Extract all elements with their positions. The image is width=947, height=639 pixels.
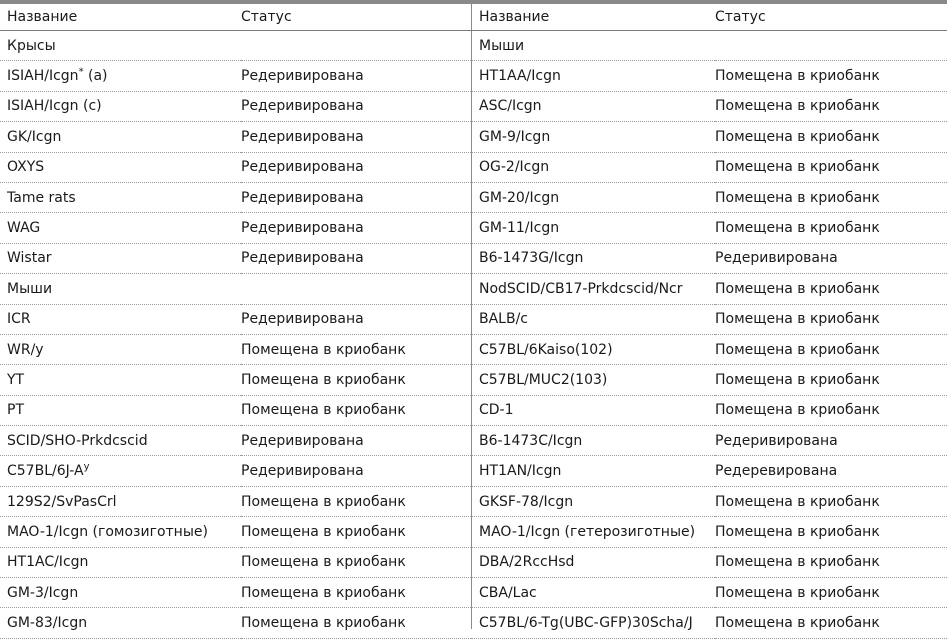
table-row — [0, 517, 471, 547]
strain-status: Помещена в криобанк — [715, 91, 947, 121]
strain-name-text: ICR — [7, 311, 31, 328]
strain-status: Помещена в криобанк — [715, 122, 947, 152]
strain-name — [471, 578, 715, 608]
strain-name-text: B6-1473C/Icgn — [479, 432, 583, 449]
strain-name-text: Мыши — [7, 280, 53, 297]
strain-name-text: ASC/Icgn — [479, 98, 542, 115]
strain-name-text: HT1AA/Icgn — [479, 68, 561, 85]
left-header-name: Название — [0, 4, 241, 31]
table-row — [0, 182, 471, 212]
left-table-body — [0, 31, 471, 639]
strain-name-text: B6-1473G/Icgn — [479, 250, 584, 267]
strain-name — [0, 395, 241, 425]
strain-name-text: Мыши — [479, 37, 525, 54]
strain-status: Редеривирована — [241, 426, 471, 456]
table-row — [471, 517, 947, 547]
strain-status: Помещена в криобанк — [715, 213, 947, 243]
strain-name-text: MAO-1/Icgn (гетерозиготные) — [479, 523, 696, 540]
section-label — [0, 274, 241, 304]
strain-status — [241, 31, 471, 61]
strain-name — [0, 152, 241, 182]
strain-name — [0, 517, 241, 547]
strain-name — [471, 486, 715, 516]
strain-status: Помещена в криобанк — [241, 365, 471, 395]
strain-name — [0, 304, 241, 334]
strain-name-text: GM-83/Icgn — [7, 615, 88, 632]
strain-status: Помещена в криобанк — [241, 395, 471, 425]
strain-status: Помещена в криобанк — [241, 334, 471, 364]
strain-name — [471, 61, 715, 91]
strain-name — [471, 152, 715, 182]
table-row — [0, 334, 471, 364]
table-row — [0, 426, 471, 456]
strain-name-text: C57BL/6Kaiso(102) — [479, 341, 613, 358]
strain-status: Помещена в криобанк — [241, 517, 471, 547]
strain-name — [471, 395, 715, 425]
table-row — [0, 608, 471, 638]
strain-name-text: ISIAH/Icgn (c) — [7, 98, 102, 115]
strain-name-text: OXYS — [7, 159, 45, 176]
table-row — [0, 547, 471, 577]
strain-name-text: Wistar — [7, 250, 52, 267]
strain-status: Помещена в криобанк — [241, 578, 471, 608]
strain-name-text: GKSF-78/Icgn — [479, 493, 574, 510]
table-row — [0, 122, 471, 152]
left-header-status: Статус — [241, 4, 471, 31]
section-label — [0, 31, 241, 61]
strain-name-text: CBA/Lac — [479, 584, 537, 601]
strain-status: Редеривирована — [241, 152, 471, 182]
strain-name — [0, 213, 241, 243]
strain-name-text: YT — [7, 371, 25, 388]
left-header-row — [0, 4, 471, 31]
strain-name-text: Крысы — [7, 37, 56, 54]
strain-name — [0, 456, 241, 486]
left-panel — [0, 4, 471, 632]
strain-name — [0, 486, 241, 516]
table-row — [0, 456, 471, 486]
table-row — [471, 578, 947, 608]
strain-name-text: CD-1 — [479, 402, 514, 419]
strain-status: Редеривирована — [241, 91, 471, 121]
strain-status: Помещена в криобанк — [241, 486, 471, 516]
strain-name-superscript: y — [83, 461, 90, 473]
strain-status — [715, 31, 947, 61]
strain-status: Редеревирована — [715, 456, 947, 486]
strain-status: Помещена в криобанк — [715, 517, 947, 547]
table-row — [471, 213, 947, 243]
strain-status: Помещена в криобанк — [241, 608, 471, 638]
strain-name — [471, 182, 715, 212]
strain-name — [471, 547, 715, 577]
strain-name — [471, 426, 715, 456]
strain-status: Помещена в криобанк — [715, 182, 947, 212]
table-row — [0, 152, 471, 182]
strain-status: Редеривирована — [241, 304, 471, 334]
strain-status: Редеривирована — [241, 122, 471, 152]
strain-name — [471, 91, 715, 121]
strain-status: Помещена в криобанк — [715, 274, 947, 304]
left-table — [0, 4, 471, 639]
table-row — [471, 122, 947, 152]
strain-status: Редеривирована — [241, 243, 471, 273]
strain-name-text: GK/Icgn — [7, 128, 62, 145]
strain-name-text: GM-9/Icgn — [479, 128, 551, 145]
strain-name-text: GM-3/Icgn — [7, 584, 79, 601]
right-table — [471, 4, 947, 639]
strain-name-text: GM-11/Icgn — [479, 220, 560, 237]
strain-name — [471, 365, 715, 395]
right-header-name: Название — [471, 4, 715, 31]
table-row — [471, 334, 947, 364]
strain-status: Помещена в криобанк — [715, 365, 947, 395]
table-row — [0, 61, 471, 91]
section-row — [0, 31, 471, 61]
right-header-status: Статус — [715, 4, 947, 31]
strain-name-suffix: (a) — [83, 68, 108, 85]
table-row — [471, 547, 947, 577]
table-row — [0, 91, 471, 121]
table-row — [0, 395, 471, 425]
strain-name-text: HT1AN/Icgn — [479, 463, 562, 480]
strain-name-text: PT — [7, 402, 24, 419]
strain-name-text: WAG — [7, 220, 41, 237]
section-row — [471, 31, 947, 61]
strain-status: Помещена в криобанк — [715, 547, 947, 577]
strain-status: Помещена в криобанк — [715, 61, 947, 91]
strain-name-text: C57BL/6J-A — [7, 463, 84, 480]
table-row — [471, 426, 947, 456]
table-row — [471, 91, 947, 121]
right-header-row — [471, 4, 947, 31]
strain-name — [0, 61, 241, 91]
strain-name-text: WR/y — [7, 341, 44, 358]
strain-name — [471, 334, 715, 364]
strain-name — [0, 91, 241, 121]
strain-status: Редеривирована — [241, 182, 471, 212]
strain-name — [0, 334, 241, 364]
strain-status: Помещена в криобанк — [715, 304, 947, 334]
strain-name-text: SCID/SHO-Prkdcscid — [7, 432, 148, 449]
table-row — [471, 182, 947, 212]
table-row — [0, 213, 471, 243]
strain-name-text: MAO-1/Icgn (гомозиготные) — [7, 523, 208, 540]
strain-name-text: OG-2/Icgn — [479, 159, 550, 176]
strain-name-text: NodSCID/CB17-Prkdcscid/Ncr — [479, 280, 683, 297]
strain-status: Редеривирована — [241, 213, 471, 243]
table-row — [471, 152, 947, 182]
table-row — [471, 456, 947, 486]
strain-name — [471, 274, 715, 304]
table-row — [471, 365, 947, 395]
strain-name-text: Tame rats — [7, 189, 76, 206]
table-row — [0, 243, 471, 273]
strain-status: Помещена в криобанк — [715, 334, 947, 364]
right-table-body — [471, 31, 947, 639]
section-row — [0, 274, 471, 304]
strain-name — [0, 547, 241, 577]
table-row — [0, 304, 471, 334]
strain-name-superscript: * — [78, 66, 84, 78]
strain-status: Помещена в криобанк — [715, 152, 947, 182]
strain-name — [0, 426, 241, 456]
table-row — [471, 243, 947, 273]
strain-name — [0, 243, 241, 273]
strain-name-text: C57BL/6-Tg(UBC-GFP)30Scha/J — [479, 615, 693, 632]
strain-status: Помещена в криобанк — [715, 395, 947, 425]
table-row — [471, 486, 947, 516]
strain-name — [471, 122, 715, 152]
table-row — [0, 578, 471, 608]
strain-name — [471, 213, 715, 243]
strain-name-text: 129S2/SvPasCrl — [7, 493, 117, 510]
section-label — [471, 31, 715, 61]
strain-name — [0, 578, 241, 608]
strain-name — [471, 304, 715, 334]
strain-name — [0, 365, 241, 395]
strain-name — [471, 456, 715, 486]
strain-name-text: ISIAH/Icgn — [7, 68, 79, 85]
strain-name-text: C57BL/MUC2(103) — [479, 371, 608, 388]
strain-name — [471, 608, 715, 638]
strain-name — [0, 182, 241, 212]
strain-status: Редеривирована — [715, 426, 947, 456]
strain-name — [471, 517, 715, 547]
strain-status — [241, 274, 471, 304]
strain-name-text: HT1AC/Icgn — [7, 554, 89, 571]
table-row — [471, 304, 947, 334]
strain-name — [0, 122, 241, 152]
strain-name-text: BALB/c — [479, 311, 528, 328]
strain-status: Редеривирована — [241, 456, 471, 486]
table-row — [471, 395, 947, 425]
table-row — [0, 486, 471, 516]
strain-name-text: DBA/2RccHsd — [479, 554, 575, 571]
strain-name — [0, 608, 241, 638]
strain-name-text: GM-20/Icgn — [479, 189, 560, 206]
table-row — [471, 274, 947, 304]
strain-status: Помещена в криобанк — [715, 486, 947, 516]
strain-status: Помещена в криобанк — [241, 547, 471, 577]
strain-name — [471, 243, 715, 273]
strain-status: Помещена в криобанк — [715, 578, 947, 608]
strain-status: Редеривирована — [241, 61, 471, 91]
table-row — [0, 365, 471, 395]
strain-status: Помещена в криобанк — [715, 608, 947, 638]
table-row — [471, 61, 947, 91]
strain-status: Редеривирована — [715, 243, 947, 273]
right-panel — [471, 4, 947, 632]
table-row — [471, 608, 947, 638]
